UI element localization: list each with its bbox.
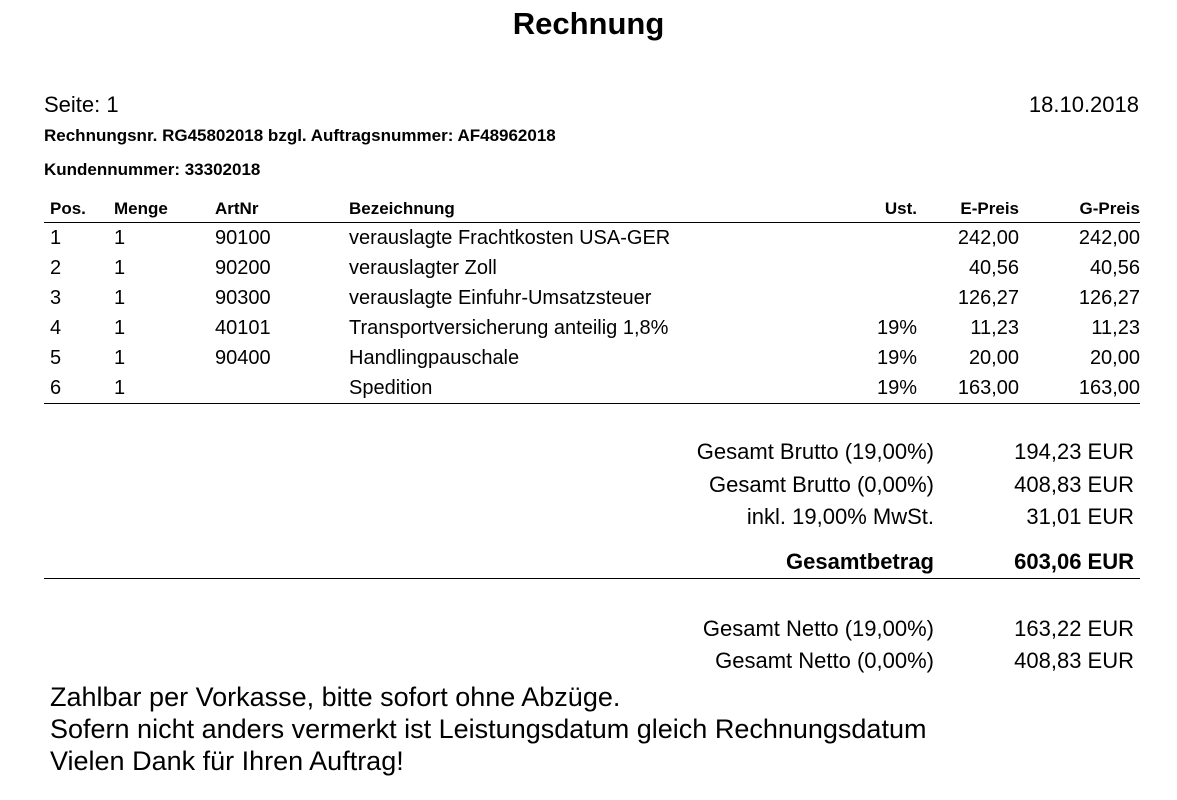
cell-menge: 1 [114,373,215,404]
cell-artnr: 40101 [215,316,271,339]
cell-menge: 1 [114,256,126,279]
cell-ust: 19% [865,373,917,404]
table-row [44,313,1140,343]
summary-netto-0-label: Gesamt Netto (0,00%) [715,648,934,673]
cell-bezeichnung: Spedition [349,373,865,404]
cell-bezeichnung: verauslagter Zoll [349,256,497,279]
cell-g-preis: 126,27 [1078,286,1140,309]
cell-g-preis: 40,56 [1089,256,1140,279]
table-row [44,253,1140,283]
note-line: Zahlbar per Vorkasse, bitte sofort ohne Abzüge. [50,682,621,712]
summary-netto-0-value: 408,83 EUR [1014,648,1134,673]
total-divider [44,578,1140,579]
header-e-preis: E-Preis [917,195,1019,223]
cell-artnr: 90200 [215,256,271,279]
cell-artnr: 90300 [215,286,271,309]
cell-pos: 4 [50,316,62,339]
table-row [44,223,1140,254]
summary-brutto-0-value: 408,83 EUR [1014,472,1134,497]
cell-g-preis: 163,00 [1019,373,1140,404]
line-items-table [44,195,1140,404]
table-row [44,343,1140,373]
cell-pos: 2 [50,256,62,279]
summary-total-label: Gesamtbetrag [786,549,934,574]
cell-ust: 19% [876,316,917,339]
cell-menge: 1 [114,226,126,249]
invoice-reference: Rechnungsnr. RG45802018 bzgl. Auftragsnummer: AF48962018 [44,126,556,145]
cell-menge: 1 [114,316,126,339]
cell-bezeichnung: verauslagte Frachtkosten USA-GER [349,226,671,249]
header-bezeichnung: Bezeichnung [349,195,865,223]
cell-artnr [215,373,349,404]
summary-mwst-value: 31,01 EUR [1026,504,1134,529]
cell-ust [865,283,917,313]
cell-g-preis: 242,00 [1078,226,1140,249]
note-line: Sofern nicht anders vermerkt ist Leistungsdatum gleich Rechnungsdatum [50,714,927,744]
page-number: Seite: 1 [44,92,119,117]
cell-ust: 19% [876,346,917,369]
cell-e-preis: 20,00 [968,346,1019,369]
cell-artnr: 90100 [215,226,271,249]
summary-netto-19-label: Gesamt Netto (19,00%) [702,616,934,641]
cell-bezeichnung: Transportversicherung anteilig 1,8% [349,316,669,339]
cell-bezeichnung: Handlingpauschale [349,346,520,369]
table-header-row [44,195,1140,223]
summary-mwst-label: inkl. 19,00% MwSt. [746,504,934,529]
cell-e-preis: 126,27 [957,286,1019,309]
cell-pos: 6 [44,373,114,404]
cell-g-preis: 11,23 [1091,316,1140,339]
cell-e-preis: 11,23 [970,316,1019,339]
document-title: Rechnung [512,6,665,41]
cell-pos: 3 [50,286,62,309]
cell-bezeichnung: verauslagte Einfuhr-Umsatzsteuer [349,286,652,309]
header-pos: Pos. [44,195,114,223]
table-row [44,283,1140,313]
cell-pos: 5 [50,346,62,369]
summary-brutto-19-value: 194,23 EUR [1014,439,1134,464]
table-row [44,373,1140,404]
payment-notes [50,681,926,777]
header-menge: Menge [114,195,215,223]
customer-number: Kundennummer: 33302018 [44,160,261,179]
cell-e-preis: 163,00 [917,373,1019,404]
cell-ust [865,223,917,254]
note-line: Vielen Dank für Ihren Auftrag! [50,746,404,776]
cell-g-preis: 20,00 [1089,346,1140,369]
summary-netto-19-value: 163,22 EUR [1014,616,1134,641]
cell-ust [865,253,917,283]
cell-menge: 1 [114,346,126,369]
cell-pos: 1 [50,226,62,249]
header-g-preis: G-Preis [1019,195,1140,223]
summary-brutto-19-label: Gesamt Brutto (19,00%) [696,439,934,464]
summary-total-value: 603,06 EUR [1014,549,1134,574]
cell-e-preis: 40,56 [968,256,1019,279]
cell-e-preis: 242,00 [957,226,1019,249]
header-ust: Ust. [865,195,917,223]
invoice-date: 18.10.2018 [1028,92,1139,117]
cell-artnr: 90400 [215,346,271,369]
summary-brutto-0-label: Gesamt Brutto (0,00%) [709,472,934,497]
cell-menge: 1 [114,286,126,309]
header-artnr: ArtNr [215,195,349,223]
